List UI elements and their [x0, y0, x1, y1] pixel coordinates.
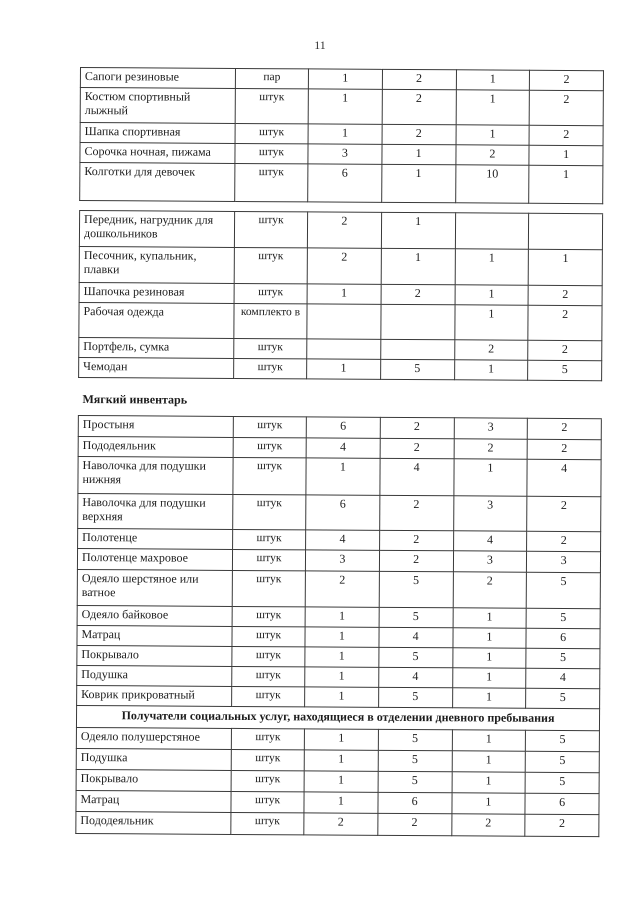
item-quantity: 1: [452, 730, 526, 751]
item-quantity: 2: [527, 531, 601, 551]
item-quantity: 2: [453, 572, 527, 608]
item-quantity: 1: [454, 360, 528, 380]
item-quantity: 3: [305, 550, 379, 571]
item-quantity: 1: [305, 667, 379, 687]
item-quantity: 4: [526, 668, 600, 688]
item-quantity: 2: [379, 530, 453, 550]
item-quantity: 5: [528, 360, 602, 380]
item-quantity: 2: [307, 212, 381, 248]
item-quantity: [307, 339, 381, 359]
section-heading: Мягкий инвентарь: [78, 377, 601, 418]
item-quantity: [380, 339, 454, 359]
item-unit: штук: [234, 283, 307, 303]
item-quantity: 2: [528, 285, 602, 305]
item-quantity: [381, 304, 455, 339]
item-unit: штук: [233, 416, 306, 437]
item-unit: штук: [231, 812, 304, 834]
subsection-heading: Получатели социальных услуг, находящиеся в отделении дневного пребывания: [76, 705, 599, 730]
item-unit: штук: [235, 123, 308, 143]
item-quantity: 2: [527, 418, 601, 439]
document-sheet: [75, 67, 603, 837]
item-quantity: 1: [381, 164, 455, 202]
item-quantity: 2: [380, 438, 454, 458]
item-quantity: 1: [529, 145, 603, 165]
item-quantity: 2: [455, 145, 529, 165]
item-quantity: 1: [304, 750, 378, 771]
item-quantity: 2: [527, 496, 601, 531]
item-quantity: 1: [304, 729, 378, 750]
item-quantity: 1: [456, 90, 530, 125]
item-quantity: 5: [380, 359, 454, 379]
item-name: Колготки для девочек: [80, 163, 235, 202]
table-row: [78, 456, 601, 496]
item-unit: штук: [234, 358, 307, 378]
item-name: Простыня: [78, 415, 233, 437]
item-quantity: 4: [378, 667, 452, 687]
inventory-table-body: [76, 68, 604, 837]
item-quantity: 5: [378, 771, 452, 792]
item-quantity: 2: [529, 90, 603, 125]
item-quantity: 1: [452, 772, 526, 793]
item-quantity: 1: [304, 771, 378, 792]
item-unit: штук: [233, 437, 306, 457]
item-quantity: 2: [530, 70, 604, 90]
item-quantity: 2: [382, 124, 456, 144]
item-name: Подушка: [76, 748, 231, 770]
item-quantity: 2: [529, 125, 603, 145]
item-name: Наволочка для подушки верхняя: [78, 493, 233, 529]
item-quantity: 1: [452, 628, 526, 648]
item-quantity: 1: [307, 284, 381, 304]
item-quantity: 1: [305, 687, 379, 707]
item-unit: штук: [232, 606, 305, 626]
item-unit: штук: [234, 211, 307, 247]
item-quantity: 2: [382, 89, 456, 124]
item-quantity: 1: [528, 249, 602, 285]
item-quantity: 2: [305, 571, 379, 607]
section-heading-row: [78, 377, 601, 418]
item-name: Портфель, сумка: [79, 337, 234, 358]
table-row: [76, 811, 599, 836]
item-name: Сапоги резиновые: [80, 68, 235, 89]
item-name: Сорочка ночная, пижама: [80, 143, 235, 164]
item-quantity: 1: [452, 751, 526, 772]
item-quantity: 1: [451, 793, 525, 814]
item-unit: штук: [235, 143, 308, 163]
item-quantity: 3: [308, 144, 382, 164]
item-quantity: 1: [381, 212, 455, 248]
item-quantity: 1: [382, 144, 456, 164]
item-quantity: 3: [453, 496, 527, 531]
item-quantity: 1: [305, 627, 379, 647]
item-name: Матрац: [76, 790, 231, 812]
item-quantity: 5: [525, 751, 599, 772]
item-quantity: 2: [378, 813, 452, 835]
item-quantity: 1: [454, 305, 528, 340]
item-quantity: 1: [455, 285, 529, 305]
item-quantity: 2: [454, 439, 528, 459]
item-quantity: 2: [528, 305, 602, 340]
item-quantity: 2: [527, 439, 601, 459]
item-quantity: 1: [305, 647, 379, 667]
item-quantity: 1: [453, 608, 527, 628]
item-unit: штук: [233, 457, 306, 494]
item-quantity: 2: [304, 813, 378, 835]
item-quantity: 1: [452, 648, 526, 668]
item-quantity: 4: [453, 531, 527, 551]
item-unit: комплекто в: [234, 303, 307, 338]
item-quantity: 1: [308, 89, 382, 124]
item-quantity: 6: [306, 495, 380, 530]
item-quantity: 5: [525, 772, 599, 793]
item-name: Костюм спортивный лыжный: [80, 88, 235, 124]
item-unit: штук: [235, 163, 308, 201]
item-unit: штук: [232, 666, 305, 686]
item-name: Одеяло полушерстяное: [76, 727, 231, 749]
table-row: [79, 211, 602, 250]
item-quantity: 2: [380, 417, 454, 438]
item-quantity: 1: [307, 359, 381, 379]
item-quantity: 1: [308, 124, 382, 144]
item-name: Передник, нагрудник для дошкольников: [79, 211, 234, 248]
item-quantity: [307, 304, 381, 339]
item-quantity: 2: [382, 69, 456, 89]
item-quantity: 5: [526, 648, 600, 668]
item-name: Шапочка резиновая: [79, 282, 234, 303]
item-unit: пар: [235, 68, 308, 88]
item-quantity: 5: [378, 729, 452, 750]
page-number: 11: [314, 38, 326, 52]
item-quantity: 3: [454, 418, 528, 439]
item-quantity: 6: [378, 792, 452, 813]
item-quantity: 4: [527, 459, 601, 496]
item-quantity: [529, 213, 603, 249]
table-row: [77, 569, 600, 608]
item-quantity: 2: [525, 814, 599, 836]
item-quantity: 1: [452, 668, 526, 688]
item-name: Чемодан: [79, 357, 234, 378]
item-quantity: 5: [378, 750, 452, 771]
item-quantity: 10: [455, 165, 529, 203]
item-unit: штук: [232, 570, 305, 606]
item-quantity: 1: [456, 70, 530, 90]
item-unit: штук: [233, 529, 306, 549]
table-row: [80, 88, 603, 126]
item-quantity: 2: [379, 495, 453, 530]
item-name: Наволочка для подушки нижняя: [78, 456, 233, 494]
table-row: [80, 163, 603, 204]
item-quantity: 5: [379, 607, 453, 627]
item-quantity: 6: [526, 628, 600, 648]
item-unit: штук: [232, 646, 305, 666]
item-quantity: 6: [308, 164, 382, 202]
item-quantity: 5: [526, 608, 600, 628]
item-quantity: 1: [304, 792, 378, 813]
item-name: Одеяло байковое: [77, 605, 232, 626]
item-quantity: 1: [308, 69, 382, 89]
item-unit: штук: [233, 494, 306, 529]
item-quantity: 6: [306, 417, 380, 438]
inventory-table: [75, 67, 604, 837]
item-quantity: 4: [380, 458, 454, 495]
item-quantity: 1: [529, 165, 603, 203]
item-quantity: 1: [306, 458, 380, 495]
item-name: Рабочая одежда: [79, 302, 234, 338]
item-quantity: 1: [381, 248, 455, 284]
item-name: Полотенце: [78, 528, 233, 549]
item-name: Шапка спортивная: [80, 123, 235, 144]
item-quantity: 5: [526, 572, 600, 608]
item-name: Одеяло шерстяное или ватное: [77, 569, 232, 606]
item-quantity: 5: [526, 688, 600, 708]
item-unit: штук: [234, 338, 307, 358]
table-row: [79, 302, 602, 340]
item-unit: штук: [231, 749, 304, 770]
item-quantity: 3: [453, 551, 527, 572]
item-quantity: 1: [452, 688, 526, 708]
item-quantity: 4: [379, 627, 453, 647]
subsection-heading-row: [76, 705, 599, 730]
item-name: Матрац: [77, 625, 232, 646]
item-name: Пододеяльник: [78, 436, 233, 457]
item-quantity: 1: [453, 459, 527, 496]
item-quantity: 4: [306, 438, 380, 458]
item-unit: штук: [232, 626, 305, 646]
item-unit: штук: [232, 549, 305, 570]
item-quantity: 5: [378, 687, 452, 707]
item-quantity: 4: [306, 530, 380, 550]
item-quantity: 3: [527, 551, 601, 572]
item-name: Коврик прикроватный: [77, 685, 232, 706]
item-name: Подушка: [77, 665, 232, 686]
item-name: Полотенце махровое: [77, 548, 232, 570]
item-name: Пододеяльник: [76, 811, 231, 834]
item-quantity: 5: [526, 730, 600, 751]
item-quantity: 1: [305, 607, 379, 627]
item-unit: штук: [234, 247, 307, 283]
item-quantity: 2: [451, 814, 525, 836]
item-quantity: 2: [307, 248, 381, 284]
item-unit: штук: [231, 770, 304, 791]
item-quantity: 1: [456, 125, 530, 145]
item-name: Покрывало: [77, 645, 232, 666]
item-name: Песочник, купальник, плавки: [79, 246, 234, 283]
item-quantity: 2: [454, 340, 528, 360]
item-name: Покрывало: [76, 769, 231, 791]
item-quantity: 5: [379, 647, 453, 667]
table-row: [79, 246, 602, 285]
item-unit: штук: [232, 686, 305, 706]
item-unit: штук: [235, 88, 308, 123]
item-quantity: 2: [381, 284, 455, 304]
item-quantity: 2: [379, 550, 453, 571]
item-unit: штук: [231, 728, 304, 749]
item-quantity: 5: [379, 571, 453, 607]
item-unit: штук: [231, 791, 304, 812]
item-quantity: 1: [455, 249, 529, 285]
item-quantity: 6: [525, 793, 599, 814]
item-quantity: 2: [528, 340, 602, 360]
item-quantity: [455, 213, 529, 249]
table-row: [78, 493, 601, 531]
